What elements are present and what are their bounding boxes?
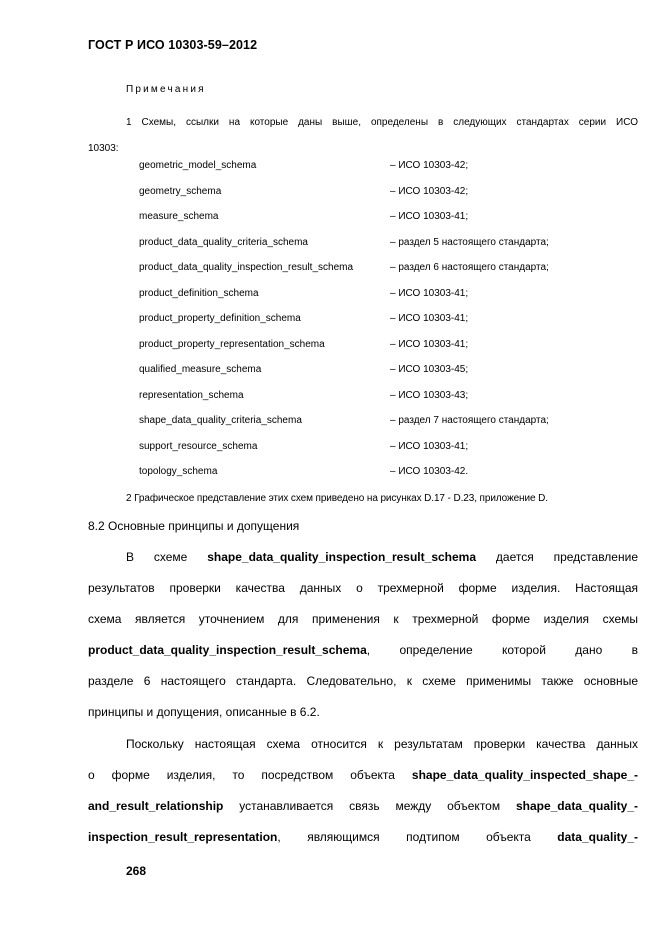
- schema-name: measure_schema: [139, 211, 219, 222]
- schema-reference: – раздел 6 настоящего стандарта;: [390, 262, 549, 273]
- schema-name: product_definition_schema: [139, 288, 259, 299]
- text-run: , являющимся подтипом объекта: [277, 830, 558, 844]
- schema-reference: – ИСО 10303-41;: [390, 211, 469, 222]
- schema-reference: – ИСО 10303-42;: [390, 186, 469, 197]
- entity-name: shape_data_quality_-: [515, 799, 638, 813]
- schema-reference: – ИСО 10303-41;: [390, 288, 469, 299]
- schema-name: product_data_quality_inspection_result_schema: [88, 643, 367, 657]
- paragraph-1-line: принципы и допущения, описанные в 6.2.: [88, 705, 320, 719]
- schema-name: product_data_quality_criteria_schema: [139, 237, 308, 248]
- note-1-line-2: 10303:: [88, 143, 119, 154]
- paragraph-2-line: [88, 760, 638, 791]
- entity-name: inspection_result_representation: [88, 830, 278, 844]
- schema-reference: – ИСО 10303-43;: [390, 390, 469, 401]
- paragraph-1-line: схема является уточнением для применения к трехмерной форме изделия схемы: [88, 612, 638, 626]
- paragraph-1-line: [88, 542, 638, 573]
- schema-name: geometry_schema: [139, 186, 222, 197]
- text-run: В схеме: [126, 550, 208, 564]
- schema-name: product_property_definition_schema: [139, 313, 301, 324]
- schema-name: topology_schema: [139, 466, 218, 477]
- schema-name: product_data_quality_inspection_result_schema: [139, 262, 354, 273]
- paragraph-2: [88, 729, 638, 853]
- schema-reference: – ИСО 10303-41;: [390, 313, 469, 324]
- paragraph-2-line: Поскольку настоящая схема относится к результатам проверки качества данных: [126, 737, 638, 751]
- schema-reference: – ИСО 10303-41;: [390, 339, 469, 350]
- schema-reference: – ИСО 10303-42;: [390, 160, 469, 171]
- notes-title: Примечания: [126, 84, 206, 95]
- paragraph-1-line: результатов проверки качества данных о трехмерной форме изделия. Настоящая: [88, 581, 638, 595]
- schema-name: product_property_representation_schema: [139, 339, 325, 350]
- schema-name: representation_schema: [139, 390, 244, 401]
- schema-reference: – раздел 7 настоящего стандарта;: [390, 415, 549, 426]
- note-2: 2 Графическое представление этих схем приведено на рисунках D.17 - D.23, приложение D.: [126, 493, 548, 504]
- page-number: 268: [126, 864, 147, 878]
- text-run: дается представление: [476, 550, 638, 564]
- paragraph-2-line: [88, 791, 638, 822]
- document-header: ГОСТ Р ИСО 10303-59–2012: [88, 38, 258, 52]
- entity-name: and_result_relationship: [88, 799, 224, 813]
- paragraph-2-line: [88, 822, 638, 853]
- text-run: устанавливается связь между объектом: [223, 799, 516, 813]
- note-1: [88, 110, 638, 162]
- note-1-line-1: 1 Схемы, ссылки на которые даны выше, определены в следующих стандартах серии ИСО: [126, 117, 638, 128]
- text-run: о форме изделия, то посредством объекта: [88, 768, 412, 782]
- paragraph-1: [88, 542, 638, 728]
- schema-reference: – ИСО 10303-45;: [390, 364, 469, 375]
- schema-name: geometric_model_schema: [139, 160, 257, 171]
- entity-name: data_quality_-: [557, 830, 638, 844]
- schema-name: shape_data_quality_inspection_result_schema: [207, 550, 477, 564]
- text-run: , определение которой дано в: [366, 643, 638, 657]
- schema-name: support_resource_schema: [139, 441, 258, 452]
- paragraph-1-line: разделе 6 настоящего стандарта. Следовательно, к схеме применимы также основные: [88, 674, 638, 688]
- section-heading: 8.2 Основные принципы и допущения: [88, 519, 300, 533]
- schema-name: shape_data_quality_criteria_schema: [139, 415, 302, 426]
- schema-reference: – ИСО 10303-41;: [390, 441, 469, 452]
- schema-reference: – раздел 5 настоящего стандарта;: [390, 237, 549, 248]
- schema-reference: – ИСО 10303-42.: [390, 466, 469, 477]
- entity-name: shape_data_quality_inspected_shape_-: [411, 768, 638, 782]
- schema-name: qualified_measure_schema: [139, 364, 262, 375]
- paragraph-1-line: [88, 635, 638, 666]
